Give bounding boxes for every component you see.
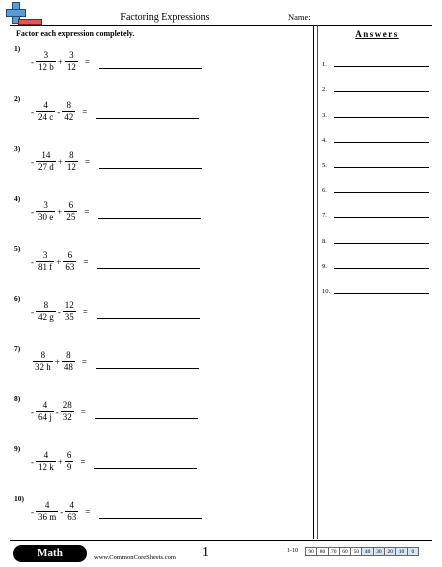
name-label: Name: xyxy=(288,12,311,22)
fraction-2 xyxy=(63,250,76,273)
operator: + xyxy=(54,356,60,367)
answer-number: 10. xyxy=(322,288,331,295)
answer-number: 3. xyxy=(322,112,327,119)
answer-row xyxy=(322,233,432,245)
numerator: 6 xyxy=(66,450,72,460)
equals-sign: = xyxy=(82,106,88,117)
answer-number: 2. xyxy=(322,86,327,93)
problem-4 xyxy=(14,194,309,234)
score-cell: 20 xyxy=(384,547,396,556)
problem-2 xyxy=(14,94,309,134)
numerator: 3 xyxy=(42,250,48,260)
denominator: 12 k xyxy=(38,462,54,472)
answer-blank[interactable] xyxy=(334,66,429,67)
score-cell: 30 xyxy=(373,547,385,556)
answer-line[interactable] xyxy=(96,368,199,369)
fraction-1 xyxy=(36,50,56,73)
answer-line[interactable] xyxy=(99,518,202,519)
denominator: 12 b xyxy=(38,62,54,72)
denominator: 27 d xyxy=(38,162,54,172)
answer-blank[interactable] xyxy=(334,167,429,168)
answer-line[interactable] xyxy=(97,268,200,269)
numerator: 8 xyxy=(66,100,71,110)
operator: + xyxy=(57,456,63,467)
operator: - xyxy=(60,506,64,517)
score-cell: 90 xyxy=(305,547,317,556)
denominator: 25 xyxy=(66,212,76,222)
fraction-1 xyxy=(36,150,56,173)
answer-blank[interactable] xyxy=(334,243,429,244)
score-cell: 10 xyxy=(395,547,407,556)
fraction-2 xyxy=(64,200,77,223)
problem-number: 4) xyxy=(14,194,21,203)
answer-number: 9. xyxy=(322,263,327,270)
denominator: 63 xyxy=(67,512,77,522)
leading-sign: - xyxy=(31,306,34,317)
numerator: 6 xyxy=(67,250,73,260)
problem-number: 2) xyxy=(14,94,21,103)
denominator: 42 g xyxy=(38,312,54,322)
denominator: 12 xyxy=(66,162,76,172)
leading-sign: - xyxy=(31,106,34,117)
fraction-1 xyxy=(36,100,55,123)
operator: - xyxy=(57,306,61,317)
equals-sign: = xyxy=(80,456,86,467)
score-cell: 70 xyxy=(328,547,340,556)
denominator: 24 c xyxy=(38,112,54,122)
answer-row xyxy=(322,283,432,295)
answer-blank[interactable] xyxy=(334,117,429,118)
header-rule xyxy=(10,25,432,26)
denominator: 35 xyxy=(64,312,74,322)
problem-number: 9) xyxy=(14,444,21,453)
answer-blank[interactable] xyxy=(334,217,429,218)
fraction-1 xyxy=(36,450,56,473)
problem-9 xyxy=(14,444,309,484)
fraction-1 xyxy=(36,200,55,223)
denominator: 32 h xyxy=(35,362,51,372)
answer-row xyxy=(322,182,432,194)
column-divider xyxy=(313,25,319,539)
leading-sign: - xyxy=(31,256,34,267)
brand-badge: Math xyxy=(13,545,87,562)
fraction-2 xyxy=(65,500,78,523)
score-cell: 40 xyxy=(361,547,373,556)
leading-sign: - xyxy=(31,456,34,467)
answer-blank[interactable] xyxy=(334,268,429,269)
equals-sign: = xyxy=(80,406,86,417)
answer-number: 4. xyxy=(322,137,327,144)
fraction-2 xyxy=(65,50,78,73)
numerator: 3 xyxy=(43,200,48,210)
answer-row xyxy=(322,157,432,169)
problem-6 xyxy=(14,294,309,334)
operator: + xyxy=(56,256,62,267)
score-cell: 0 xyxy=(407,547,419,556)
answer-number: 8. xyxy=(322,238,327,245)
numerator: 28 xyxy=(62,400,72,410)
denominator: 42 xyxy=(64,112,74,122)
leading-sign: - xyxy=(31,206,34,217)
numerator: 4 xyxy=(69,500,75,510)
site-url: www.CommonCoreSheets.com xyxy=(94,554,176,561)
instructions: Factor each expression completely. xyxy=(16,29,135,38)
numerator: 12 xyxy=(64,300,74,310)
answer-row xyxy=(322,132,432,144)
denominator: 63 xyxy=(65,262,75,272)
denominator: 48 xyxy=(63,362,73,372)
answer-line[interactable] xyxy=(96,118,199,119)
numerator: 4 xyxy=(43,100,48,110)
numerator: 3 xyxy=(69,50,74,60)
operator: - xyxy=(57,106,61,117)
answer-line[interactable] xyxy=(99,68,202,69)
page-number: 1 xyxy=(202,545,209,560)
problem-number: 8) xyxy=(14,394,21,403)
denominator: 64 j xyxy=(38,412,52,422)
denominator: 81 f xyxy=(38,262,53,272)
numerator: 3 xyxy=(43,50,49,60)
answer-row xyxy=(322,107,432,119)
worksheet-title: Factoring Expressions xyxy=(120,12,210,23)
answer-number: 6. xyxy=(322,187,327,194)
numerator: 4 xyxy=(42,400,48,410)
operator: + xyxy=(57,156,63,167)
answer-blank[interactable] xyxy=(334,293,429,294)
denominator: 32 xyxy=(62,412,72,422)
equals-sign: = xyxy=(82,306,88,317)
footer-rule xyxy=(10,540,432,541)
answer-row xyxy=(322,207,432,219)
problem-3 xyxy=(14,144,309,184)
answer-row xyxy=(322,258,432,270)
fraction-2 xyxy=(63,300,76,323)
fraction-2 xyxy=(62,350,75,373)
answer-row xyxy=(322,81,432,93)
problem-number: 7) xyxy=(14,344,21,353)
answer-line[interactable] xyxy=(97,318,200,319)
numerator: 14 xyxy=(41,150,51,160)
equals-sign: = xyxy=(81,356,87,367)
leading-sign: - xyxy=(31,506,34,517)
equals-sign: = xyxy=(85,506,91,517)
leading-sign: - xyxy=(31,56,34,67)
score-range-label: 1-10 xyxy=(287,548,298,554)
answer-line[interactable] xyxy=(95,418,198,419)
answer-row xyxy=(322,56,432,68)
fraction-1 xyxy=(36,500,58,523)
answer-blank[interactable] xyxy=(334,91,429,92)
numerator: 4 xyxy=(43,450,49,460)
fraction-2 xyxy=(65,450,74,473)
equals-sign: = xyxy=(84,206,90,217)
problem-number: 1) xyxy=(14,44,21,53)
fraction-2 xyxy=(62,100,75,123)
problem-7 xyxy=(14,344,309,384)
problem-10 xyxy=(14,494,309,534)
score-cell: 60 xyxy=(339,547,351,556)
numerator: 8 xyxy=(66,350,71,360)
score-cell: 50 xyxy=(350,547,362,556)
fraction-2 xyxy=(61,400,74,423)
problem-number: 3) xyxy=(14,144,21,153)
leading-sign: - xyxy=(31,406,34,417)
score-table xyxy=(306,547,419,556)
denominator: 36 m xyxy=(38,512,57,522)
problem-number: 10) xyxy=(14,494,24,503)
numerator: 4 xyxy=(44,500,50,510)
numerator: 8 xyxy=(40,350,46,360)
equals-sign: = xyxy=(83,256,89,267)
answers-title: Answers xyxy=(355,29,399,39)
answer-number: 7. xyxy=(322,212,327,219)
fraction-1 xyxy=(36,250,54,273)
answer-line[interactable] xyxy=(98,218,201,219)
fraction-2 xyxy=(65,150,78,173)
operator: + xyxy=(57,206,63,217)
fraction-1 xyxy=(36,400,54,423)
answer-number: 5. xyxy=(322,162,327,169)
answer-line[interactable] xyxy=(94,468,197,469)
numerator: 6 xyxy=(68,200,74,210)
denominator: 12 xyxy=(66,62,76,72)
problem-number: 5) xyxy=(14,244,21,253)
operator: + xyxy=(57,56,63,67)
problem-8 xyxy=(14,394,309,434)
answer-blank[interactable] xyxy=(334,192,429,193)
equals-sign: = xyxy=(84,56,90,67)
answer-blank[interactable] xyxy=(334,142,429,143)
equals-sign: = xyxy=(84,156,90,167)
fraction-1 xyxy=(36,300,56,323)
score-cell: 80 xyxy=(316,547,328,556)
problem-1 xyxy=(14,44,309,84)
numerator: 8 xyxy=(69,150,74,160)
denominator: 9 xyxy=(66,462,72,472)
answer-number: 1. xyxy=(322,61,327,68)
numerator: 8 xyxy=(43,300,49,310)
answer-line[interactable] xyxy=(99,168,202,169)
leading-sign: - xyxy=(31,156,34,167)
operator: - xyxy=(55,406,59,417)
problem-number: 6) xyxy=(14,294,21,303)
problem-5 xyxy=(14,244,309,284)
fraction-1 xyxy=(33,350,53,373)
denominator: 30 e xyxy=(38,212,54,222)
